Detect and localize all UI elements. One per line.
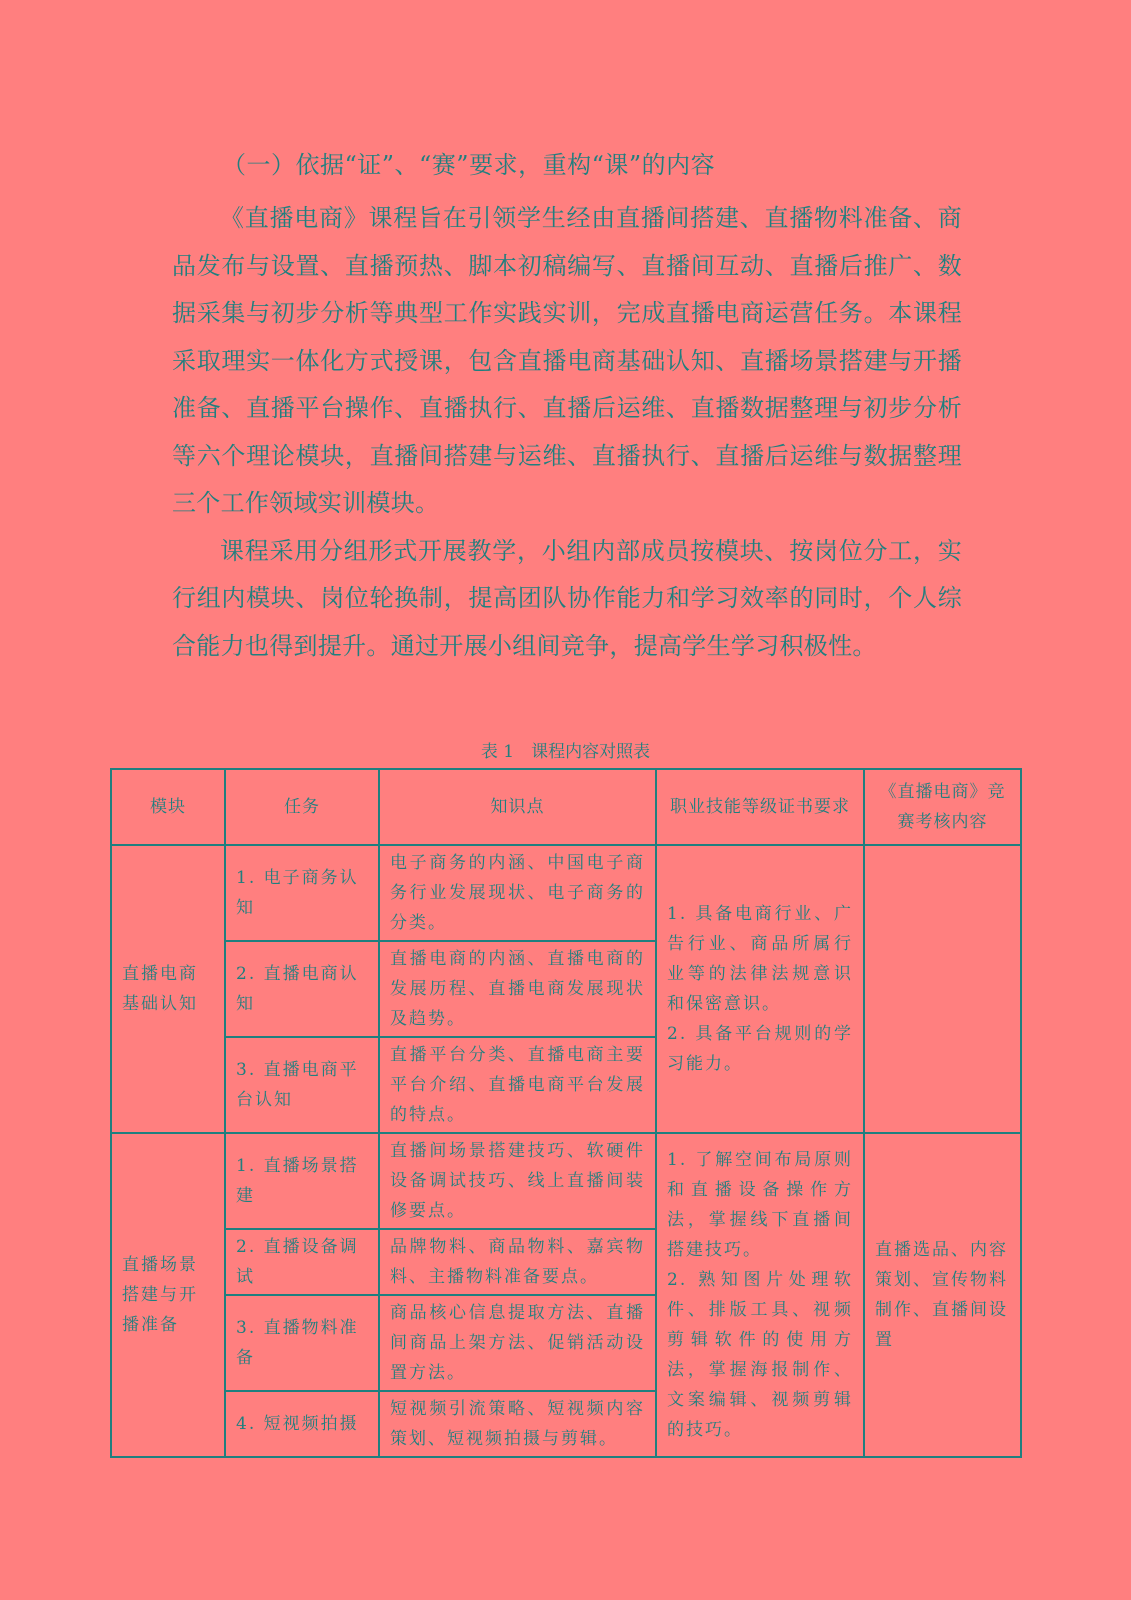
body-text [172,195,962,670]
table-row [111,845,1021,941]
task-cell: 4. 短视频拍摄 [225,1391,379,1457]
header-knowledge: 知识点 [379,769,656,845]
table-header-row [111,769,1021,845]
knowledge-cell: 品牌物料、商品物料、嘉宾物料、主播物料准备要点。 [379,1229,656,1295]
paragraph-course-overview: 《直播电商》课程旨在引领学生经由直播间搭建、直播物料准备、商品发布与设置、直播预热、脚本初稿编写、直播间互动、直播后推广、数据采集与初步分析等典型工作实践实训，完成直播电商运营任务。本课程采取理实一体化方式授课，包含直播电商基础认知、直播场景搭建与开播准备、直播平台操作、直播执行、直播后运维、直播数据整理与初步分析等六个理论模块，直播间搭建与运维、直播执行、直播后运维与数据整理三个工作领域实训模块。 [172,204,962,517]
cert-requirement-item: 2. 熟知图片处理软件、排版工具、视频剪辑软件的使用方法，掌握海报制作、文案编辑、视频剪辑的技巧。 [667,1270,853,1440]
table-caption: 表 1 课程内容对照表 [480,742,651,762]
cert-requirement-item: 1. 了解空间布局原则和直播设备操作方法，掌握线下直播间搭建技巧。 [667,1150,853,1260]
knowledge-cell: 直播电商的内涵、直播电商的发展历程、直播电商发展现状及趋势。 [379,941,656,1037]
paragraph-group-teaching: 课程采用分组形式开展教学，小组内部成员按模块、按岗位分工，实行组内模块、岗位轮换制，提高团队协作能力和学习效率的同时，个人综合能力也得到提升。通过开展小组间竞争，提高学生学习积极性。 [172,536,962,660]
competition-content-cell: 直播选品、内容策划、宣传物料制作、直播间设置 [864,1133,1021,1457]
knowledge-cell: 电子商务的内涵、中国电子商务行业发展现状、电子商务的分类。 [379,845,656,941]
knowledge-cell: 直播平台分类、直播电商主要平台介绍、直播电商平台发展的特点。 [379,1037,656,1133]
cert-requirement-item: 1. 具备电商行业、广告行业、商品所属行业等的法律法规意识和保密意识。 [667,904,853,1014]
header-competition-content: 《直播电商》竞赛考核内容 [864,769,1021,845]
knowledge-cell: 商品核心信息提取方法、直播间商品上架方法、促销活动设置方法。 [379,1295,656,1391]
knowledge-cell: 直播间场景搭建技巧、软硬件设备调试技巧、线上直播间装修要点。 [379,1133,656,1229]
task-cell: 1. 电子商务认知 [225,845,379,941]
module-cell: 直播电商基础认知 [111,845,225,1133]
cert-requirement-item: 2. 具备平台规则的学习能力。 [667,1024,853,1074]
task-cell: 3. 直播电商平台认知 [225,1037,379,1133]
header-cert-requirements: 职业技能等级证书要求 [656,769,864,845]
cert-requirements-cell [656,845,864,1133]
section-heading: （一）依据“证”、“赛”要求，重构“课”的内容 [222,151,716,179]
module-cell: 直播场景搭建与开播准备 [111,1133,225,1457]
knowledge-cell: 短视频引流策略、短视频内容策划、短视频拍摄与剪辑。 [379,1391,656,1457]
task-cell: 1. 直播场景搭建 [225,1133,379,1229]
header-module: 模块 [111,769,225,845]
task-cell: 3. 直播物料准备 [225,1295,379,1391]
header-task: 任务 [225,769,379,845]
competition-content-cell [864,845,1021,1133]
cert-requirements-cell [656,1133,864,1457]
table-row [111,1133,1021,1229]
task-cell: 2. 直播电商认知 [225,941,379,1037]
course-content-table [110,768,1022,1458]
task-cell: 2. 直播设备调试 [225,1229,379,1295]
